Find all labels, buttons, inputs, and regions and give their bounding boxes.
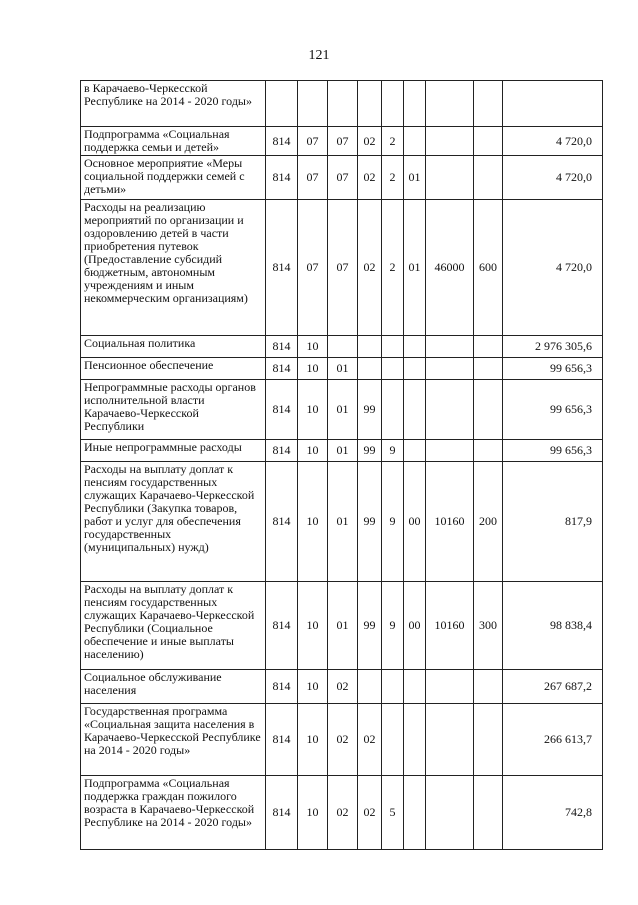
table-row — [81, 200, 603, 336]
grbs-code: 814 — [266, 156, 298, 200]
section-code: 10 — [298, 704, 328, 776]
section-code: 10 — [298, 336, 328, 358]
direction-code — [426, 704, 474, 776]
table-row — [81, 582, 603, 670]
grbs-code — [266, 81, 298, 127]
subprogram-code — [382, 358, 404, 380]
program-code: 02 — [358, 200, 382, 336]
subprogram-code — [382, 81, 404, 127]
event-code — [404, 127, 426, 156]
grbs-code: 814 — [266, 358, 298, 380]
subprogram-code: 9 — [382, 582, 404, 670]
table-body — [81, 81, 603, 850]
table-row — [81, 440, 603, 462]
program-code: 02 — [358, 776, 382, 850]
subprogram-code: 9 — [382, 440, 404, 462]
subsection-code: 07 — [328, 156, 358, 200]
row-name: Непрограммные расходы органов исполнительной власти Карачаево-Черкесской Республики — [81, 380, 266, 440]
direction-code — [426, 81, 474, 127]
program-code — [358, 336, 382, 358]
direction-code — [426, 380, 474, 440]
subsection-code: 01 — [328, 380, 358, 440]
direction-code — [426, 358, 474, 380]
subsection-code: 01 — [328, 582, 358, 670]
grbs-code: 814 — [266, 200, 298, 336]
subprogram-code — [382, 336, 404, 358]
grbs-code: 814 — [266, 440, 298, 462]
subprogram-code: 2 — [382, 200, 404, 336]
subsection-code — [328, 81, 358, 127]
row-name: Государственная программа «Социальная защита населения в Карачаево-Черкесской Республике на 2014 - 2020 годы» — [81, 704, 266, 776]
amount: 99 656,3 — [503, 440, 603, 462]
row-name: Социальное обслуживание населения — [81, 670, 266, 704]
event-code — [404, 336, 426, 358]
direction-code — [426, 670, 474, 704]
table-row — [81, 156, 603, 200]
expense-type-code — [474, 358, 503, 380]
section-code: 10 — [298, 776, 328, 850]
grbs-code: 814 — [266, 776, 298, 850]
table-row — [81, 336, 603, 358]
row-name: Подпрограмма «Социальная поддержка семьи и детей» — [81, 127, 266, 156]
direction-code — [426, 440, 474, 462]
grbs-code: 814 — [266, 462, 298, 582]
expense-type-code: 600 — [474, 200, 503, 336]
event-code — [404, 704, 426, 776]
subprogram-code — [382, 670, 404, 704]
event-code — [404, 358, 426, 380]
subsection-code: 01 — [328, 440, 358, 462]
event-code — [404, 81, 426, 127]
grbs-code: 814 — [266, 127, 298, 156]
subprogram-code: 2 — [382, 127, 404, 156]
expense-type-code — [474, 776, 503, 850]
grbs-code: 814 — [266, 336, 298, 358]
section-code: 07 — [298, 156, 328, 200]
subsection-code: 01 — [328, 358, 358, 380]
event-code: 00 — [404, 582, 426, 670]
section-code: 07 — [298, 200, 328, 336]
subsection-code — [328, 336, 358, 358]
table-row — [81, 462, 603, 582]
row-name: Расходы на реализацию мероприятий по организации и оздоровлению детей в части приобретения путевок (Предоставление субсидий бюджетным, автономным учреждениям и иным некоммерческим организациям) — [81, 200, 266, 336]
event-code: 01 — [404, 200, 426, 336]
amount: 99 656,3 — [503, 358, 603, 380]
row-name: Основное мероприятие «Меры социальной поддержки семей с детьми» — [81, 156, 266, 200]
table-row — [81, 81, 603, 127]
amount: 817,9 — [503, 462, 603, 582]
section-code: 10 — [298, 358, 328, 380]
expense-type-code: 300 — [474, 582, 503, 670]
grbs-code: 814 — [266, 670, 298, 704]
amount: 742,8 — [503, 776, 603, 850]
subsection-code: 02 — [328, 670, 358, 704]
program-code: 99 — [358, 582, 382, 670]
direction-code: 46000 — [426, 200, 474, 336]
row-name: Расходы на выплату доплат к пенсиям государственных служащих Карачаево-Черкесской Республики (Социальное обеспечение и иные выплаты населению) — [81, 582, 266, 670]
expense-type-code — [474, 380, 503, 440]
section-code: 07 — [298, 127, 328, 156]
program-code — [358, 670, 382, 704]
subprogram-code — [382, 380, 404, 440]
table-row — [81, 358, 603, 380]
table-row — [81, 704, 603, 776]
section-code: 10 — [298, 582, 328, 670]
subprogram-code: 9 — [382, 462, 404, 582]
program-code: 02 — [358, 127, 382, 156]
section-code: 10 — [298, 440, 328, 462]
direction-code — [426, 336, 474, 358]
amount: 4 720,0 — [503, 200, 603, 336]
row-name: в Карачаево-Черкесской Республике на 2014 - 2020 годы» — [81, 81, 266, 127]
section-code — [298, 81, 328, 127]
subsection-code: 07 — [328, 200, 358, 336]
event-code — [404, 380, 426, 440]
direction-code — [426, 127, 474, 156]
expense-type-code: 200 — [474, 462, 503, 582]
expense-type-code — [474, 127, 503, 156]
event-code: 00 — [404, 462, 426, 582]
amount: 98 838,4 — [503, 582, 603, 670]
expense-type-code — [474, 440, 503, 462]
expense-type-code — [474, 156, 503, 200]
table-row — [81, 670, 603, 704]
page-number: 121 — [308, 48, 330, 63]
subsection-code: 02 — [328, 704, 358, 776]
subprogram-code: 2 — [382, 156, 404, 200]
amount: 266 613,7 — [503, 704, 603, 776]
grbs-code: 814 — [266, 704, 298, 776]
expense-type-code — [474, 81, 503, 127]
budget-table — [80, 80, 603, 850]
expense-type-code — [474, 704, 503, 776]
amount: 4 720,0 — [503, 156, 603, 200]
program-code: 02 — [358, 704, 382, 776]
direction-code: 10160 — [426, 462, 474, 582]
subprogram-code — [382, 704, 404, 776]
table-row — [81, 776, 603, 850]
section-code: 10 — [298, 380, 328, 440]
section-code: 10 — [298, 462, 328, 582]
program-code — [358, 358, 382, 380]
grbs-code: 814 — [266, 380, 298, 440]
event-code — [404, 440, 426, 462]
event-code — [404, 670, 426, 704]
subsection-code: 01 — [328, 462, 358, 582]
program-code: 99 — [358, 380, 382, 440]
subsection-code: 07 — [328, 127, 358, 156]
program-code — [358, 81, 382, 127]
amount: 99 656,3 — [503, 380, 603, 440]
amount: 267 687,2 — [503, 670, 603, 704]
table-row — [81, 127, 603, 156]
amount — [503, 81, 603, 127]
subprogram-code: 5 — [382, 776, 404, 850]
row-name: Подпрограмма «Социальная поддержка граждан пожилого возраста в Карачаево-Черкесской Республике на 2014 - 2020 годы» — [81, 776, 266, 850]
row-name: Пенсионное обеспечение — [81, 358, 266, 380]
expense-type-code — [474, 336, 503, 358]
section-code: 10 — [298, 670, 328, 704]
row-name: Иные непрограммные расходы — [81, 440, 266, 462]
row-name: Расходы на выплату доплат к пенсиям государственных служащих Карачаево-Черкесской Республики (Закупка товаров, работ и услуг для обеспечения государственных (муниципальных) нужд) — [81, 462, 266, 582]
table-row — [81, 380, 603, 440]
amount: 4 720,0 — [503, 127, 603, 156]
direction-code — [426, 776, 474, 850]
expense-type-code — [474, 670, 503, 704]
program-code: 99 — [358, 462, 382, 582]
event-code — [404, 776, 426, 850]
amount: 2 976 305,6 — [503, 336, 603, 358]
direction-code: 10160 — [426, 582, 474, 670]
subsection-code: 02 — [328, 776, 358, 850]
direction-code — [426, 156, 474, 200]
program-code: 99 — [358, 440, 382, 462]
row-name: Социальная политика — [81, 336, 266, 358]
event-code: 01 — [404, 156, 426, 200]
grbs-code: 814 — [266, 582, 298, 670]
program-code: 02 — [358, 156, 382, 200]
